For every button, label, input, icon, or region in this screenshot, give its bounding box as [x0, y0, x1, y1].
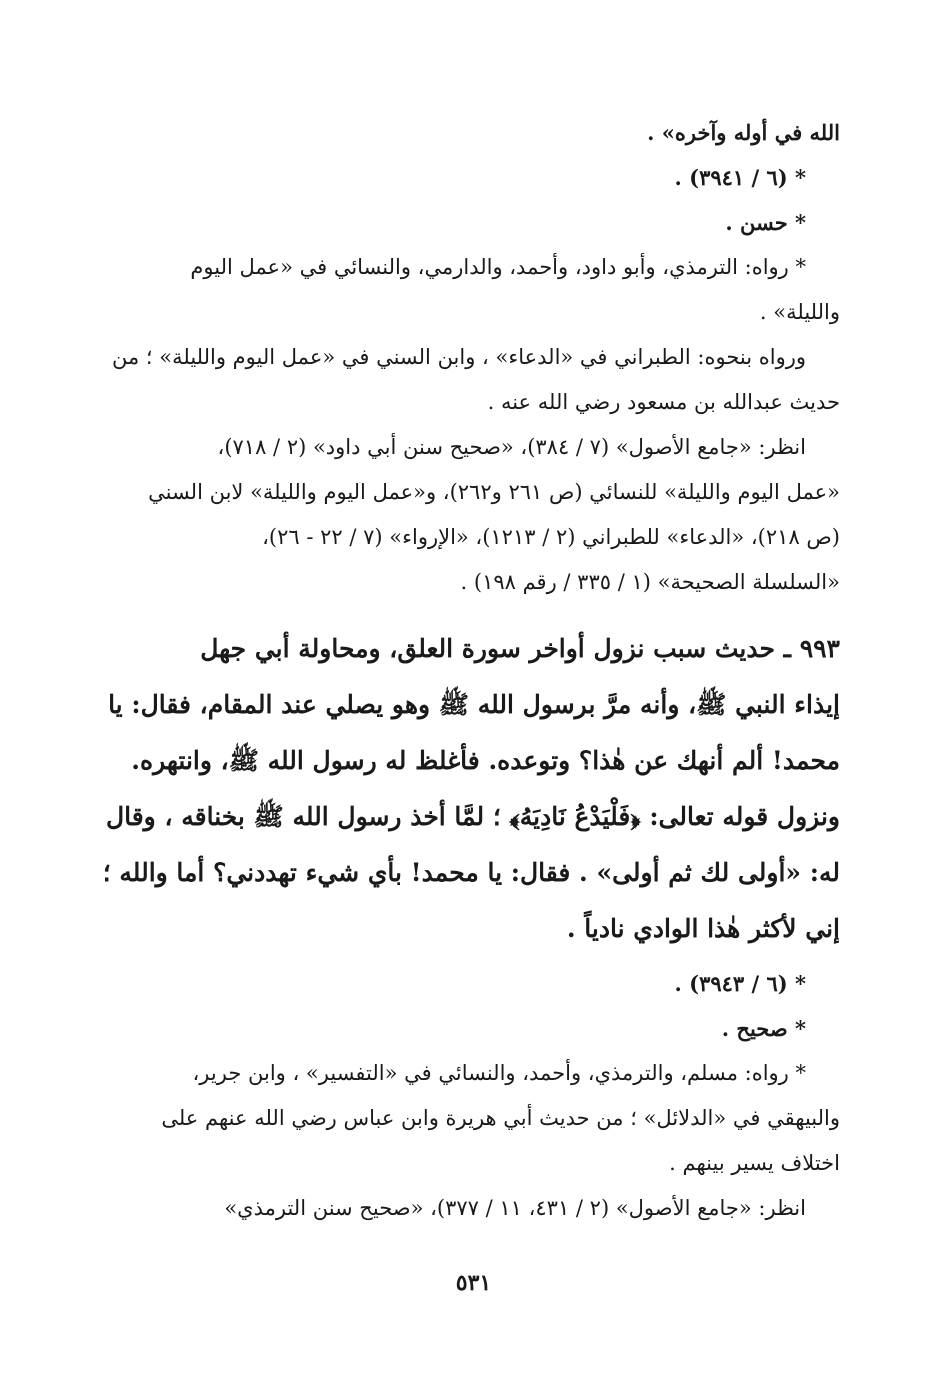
hadith-title: محمد! ألم أنهك عن هٰذا؟ وتوعده. فأغلظ له رسول الله ﷺ، وانتهره.	[131, 746, 840, 775]
page-number: ٥٣١	[455, 1270, 492, 1296]
hadith-grade: * صحيح .	[721, 1016, 806, 1041]
hadith-title: ونزول قوله تعالى: ﴿فَلْيَدْعُ نَادِيَهُ﴾ ؛ لمَّا أخذ رسول الله ﷺ بخناقه ، وقال	[105, 802, 840, 831]
narration-line: حديث عبدالله بن مسعود رضي الله عنه .	[487, 390, 840, 414]
text-line: الله في أوله وآخره» .	[647, 120, 840, 145]
section-gap	[100, 605, 840, 621]
sources-line: «عمل اليوم والليلة» للنسائي (ص ٢٦١ و٢٦٢)، و«عمل اليوم والليلة» لابن السني	[148, 480, 840, 504]
hadith-title: إيذاء النبي ﷺ، وأنه مرَّ برسول الله ﷺ وهو يصلي عند المقام، فقال: يا	[108, 690, 840, 719]
hadith-title: له: «أولى لك ثم أولى» . فقال: يا محمد! بأي شيء تهددني؟ أما والله ؛	[102, 858, 840, 887]
hadith-reference: * (٦ / ٣٩٤٣) .	[674, 971, 806, 996]
page-body	[100, 110, 840, 1231]
narration-line: ورواه بنحوه: الطبراني في «الدعاء» ، وابن السني في «عمل اليوم والليلة» ؛ من	[112, 345, 806, 369]
sources-line: انظر: «جامع الأصول» (٧ / ٣٨٤)، «صحيح سنن أبي داود» (٢ / ٧١٨)،	[217, 435, 806, 459]
narration-line: * رواه: مسلم، والترمذي، وأحمد، والنسائي في «التفسير» ، وابن جرير،	[192, 1061, 806, 1085]
hadith-title: ٩٩٣ ـ حديث سبب نزول أواخر سورة العلق، ومحاولة أبي جهل	[200, 634, 840, 663]
sources-line: انظر: «جامع الأصول» (٢ / ٤٣١، ١١ / ٣٧٧)، «صحيح سنن الترمذي»	[224, 1196, 806, 1220]
hadith-reference: * (٦ / ٣٩٤١) .	[674, 165, 806, 190]
narration-line: والبيهقي في «الدلائل» ؛ من حديث أبي هريرة وابن عباس رضي الله عنهم على	[161, 1106, 840, 1130]
narration-line: اختلاف يسير بينهم .	[669, 1151, 840, 1175]
sources-line: «السلسلة الصحيحة» (١ / ٣٣٥ / رقم ١٩٨) .	[460, 570, 840, 594]
hadith-title: إني لأكثر هٰذا الوادي نادياً .	[566, 914, 840, 943]
narration-line: والليلة» .	[759, 300, 840, 324]
sources-line: (ص ٢١٨)، «الدعاء» للطبراني (٢ / ١٢١٣)، «الإرواء» (٧ / ٢٢ - ٢٦)،	[262, 525, 840, 549]
hadith-grade: * حسن .	[725, 210, 806, 235]
narration-line: * رواه: الترمذي، وأبو داود، وأحمد، والدارمي، والنسائي في «عمل اليوم	[190, 255, 806, 279]
